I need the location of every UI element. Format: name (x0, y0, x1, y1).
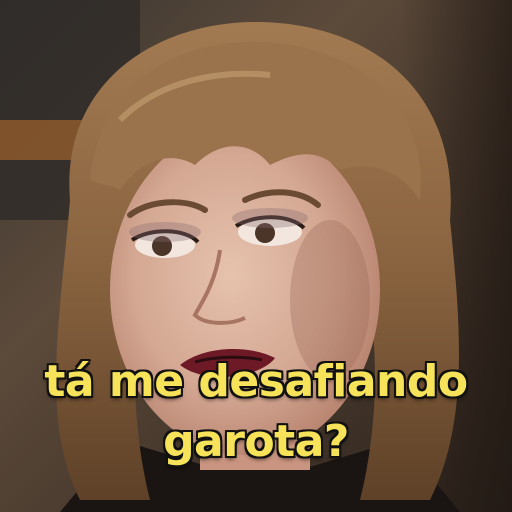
caption-line-1: tá me desafiando (44, 356, 468, 407)
caption-line-2: garota? (163, 416, 349, 467)
eyeshadow-right (232, 208, 308, 228)
eyeshadow-left (129, 222, 201, 242)
